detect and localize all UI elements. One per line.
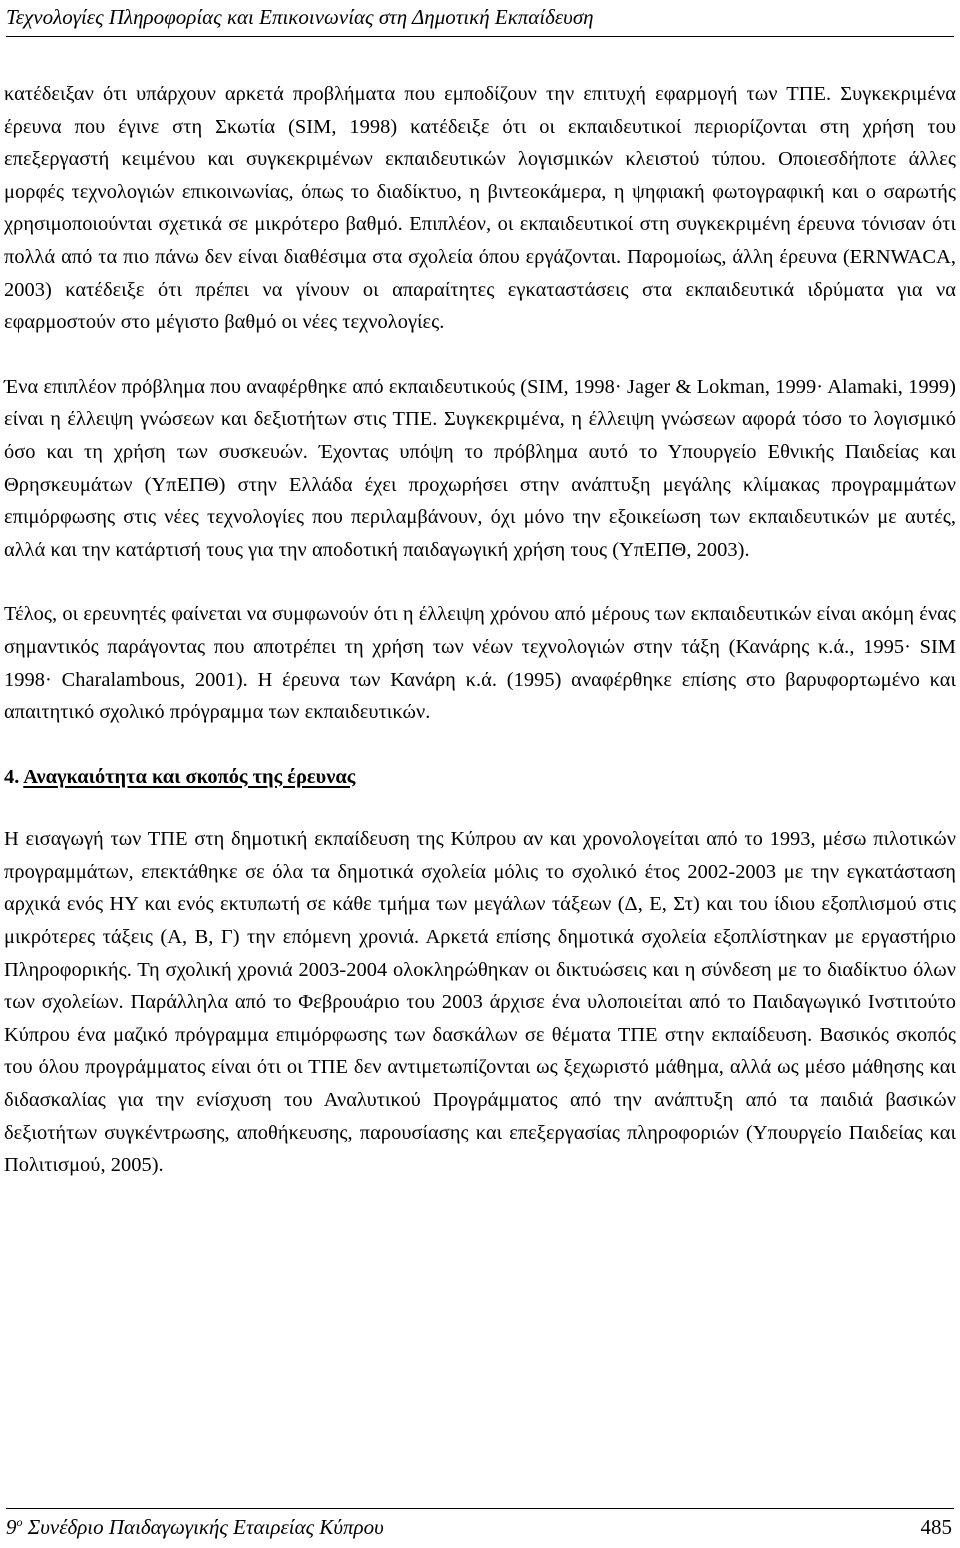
footer-edition-number: 9: [6, 1515, 17, 1539]
paragraph-cyprus-ict: Η εισαγωγή των ΤΠΕ στη δημοτική εκπαίδευση της Κύπρου αν και χρονολογείται από το 1993, μέσω πιλοτικών προγραμμάτων, επεκτάθηκε σε όλα τα δημοτικά σχολεία μόλις το σχολικό έτος 2002-2003 με την εγκατάσταση αρχικά ενός ΗΥ και ενός εκτυπωτή σε κάθε τμήμα των μεγάλων τάξεων (Δ, Ε, Στ) και του ίδιου εξοπλισμού στις μικρότερες τάξεις (Α, Β, Γ) την επόμενη χρονιά. Αρκετά επίσης δημοτικά σχολεία εξοπλίστηκαν με εργαστήριο Πληροφορικής. Τη σχολική χρονιά 2003-2004 ολοκληρώθηκαν οι δικτυώσεις και η σύνδεση με το διαδίκτυο όλων των σχολείων. Παράλληλα από το Φεβρουάριο του 2003 άρχισε ένα υλοποιείται από το Παιδαγωγικό Ινστιτούτο Κύπρου ένα μαζικό πρόγραμμα επιμόρφωσης των δασκάλων σε θέματα ΤΠΕ στην εκπαίδευση. Βασικός σκοπός του όλου προγράμματος είναι ότι οι ΤΠΕ δεν αντιμετωπίζονται ως ξεχωριστό μάθημα, αλλά ως μέσο μάθησης και διδασκαλίας για την ενίσχυση του Αναλυτικού Προγράμματος από την ανάπτυξη από τα παιδιά βασικών δεξιοτήτων συγκέντρωσης, αποθήκευσης, παρουσίασης και επεξεργασίας πληροφοριών (Υπουργείο Παιδείας και Πολιτισμού, 2005).: [4, 828, 956, 1177]
section-title: Αναγκαιότητα και σκοπός της έρευνας: [23, 765, 356, 788]
footer-divider: [6, 1508, 954, 1509]
document-body: [4, 78, 956, 1182]
footer-conference-name: Συνέδριο Παιδαγωγικής Εταιρείας Κύπρου: [22, 1515, 384, 1539]
running-header: [6, 4, 946, 30]
footer-conference: [6, 1512, 384, 1542]
page-footer: [6, 1512, 954, 1542]
paragraph-time-constraints: Τέλος, οι ερευνητές φαίνεται να συμφωνούν ότι η έλλειψη χρόνου από μέρους των εκπαιδευτικών είναι ακόμη ένας σημαντικός παράγοντας που αποτρέπει τη χρήση των νέων τεχνολογιών στην τάξη (Κανάρης κ.ά., 1995· SIM 1998· Charalambous, 2001). Η έρευνα των Κανάρη κ.ά. (1995) αναφέρθηκε επίσης στο βαρυφορτωμένο και απαιτητικό σχολικό πρόγραμμα των εκπαιδευτικών.: [4, 603, 956, 724]
section-heading: [4, 761, 956, 794]
paragraph-skills-gap: Ένα επιπλέον πρόβλημα που αναφέρθηκε από εκπαιδευτικούς (SIM, 1998· Jager & Lokman, 1999· Alamaki, 1999) είναι η έλλειψη γνώσεων και δεξιοτήτων στις ΤΠΕ. Συγκεκριμένα, η έλλειψη γνώσεων αφορά τόσο το λογισμικό όσο και τη χρήση των συσκευών. Έχοντας υπόψη το πρόβλημα αυτό το Υπουργείο Εθνικής Παιδείας και Θρησκευμάτων (ΥπΕΠΘ) στην Ελλάδα έχει προχωρήσει στην ανάπτυξη μεγάλης κλίμακας προγραμμάτων επιμόρφωσης στις νέες τεχνολογίες που περιλαμβάνουν, όχι μόνο την εξοικείωση των εκπαιδευτικών με αυτές, αλλά και την κατάρτισή τους για την αποδοτική παιδαγωγική χρήση τους (ΥπΕΠΘ, 2003).: [4, 375, 956, 561]
page-number: 485: [920, 1515, 952, 1539]
footer-edition-suffix: ο: [16, 1515, 23, 1529]
running-header-title: Τεχνολογίες Πληροφορίας και Επικοινωνίας στη Δημοτική Εκπαίδευση: [6, 5, 594, 29]
header-divider: [6, 36, 954, 37]
section-number: 4.: [4, 765, 20, 788]
paragraph-obstacles: κατέδειξαν ότι υπάρχουν αρκετά προβλήματα που εμποδίζουν την επιτυχή εφαρμογή των ΤΠΕ. Συγκεκριμένα έρευνα που έγινε στη Σκωτία (SIM, 1998) κατέδειξε ότι οι εκπαιδευτικοί περιορίζονται στη χρήση του επεξεργαστή κειμένου και συγκεκριμένων εκπαιδευτικών λογισμικών κλειστού τύπου. Οποιεσδήποτε άλλες μορφές τεχνολογιών επικοινωνίας, όπως το διαδίκτυο, η βιντεοκάμερα, η ψηφιακή φωτογραφική και ο σαρωτής χρησιμοποιούνται σχετικά σε μικρότερο βαθμό. Επιπλέον, οι εκπαιδευτικοί στη συγκεκριμένη έρευνα τόνισαν ότι πολλά από τα πιο πάνω δεν είναι διαθέσιμα στα σχολεία όπου εργάζονται. Παρομοίως, άλλη έρευνα (ERNWACA, 2003) κατέδειξε ότι πρέπει να γίνουν οι απαραίτητες εγκαταστάσεις στα εκπαιδευτικά ιδρύματα για να εφαρμοστούν στο μέγιστο βαθμό οι νέες τεχνολογίες.: [4, 83, 956, 334]
